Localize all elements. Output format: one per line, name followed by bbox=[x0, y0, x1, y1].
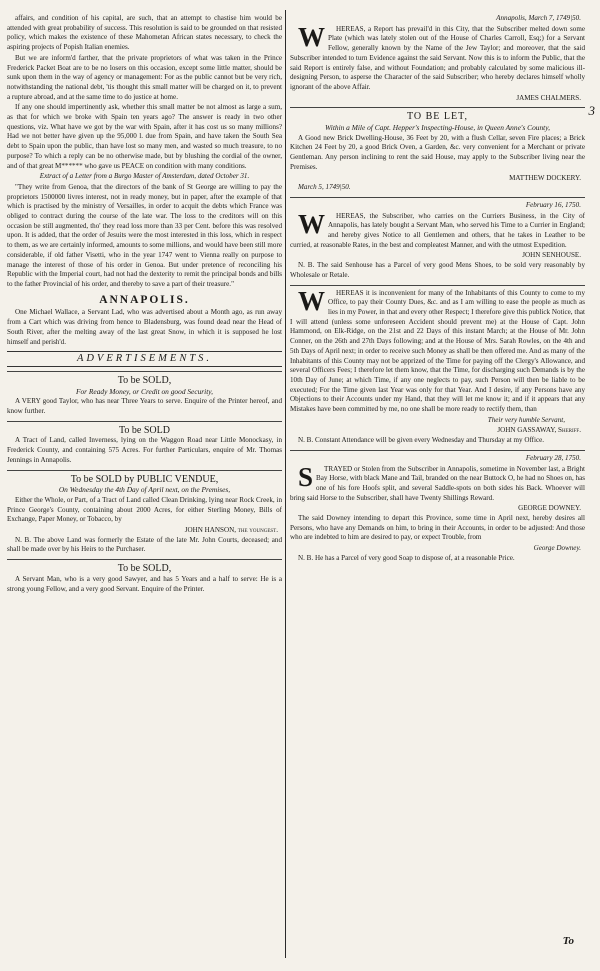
ad-title: TO BE LET, bbox=[406, 111, 468, 123]
ad-chalmers bbox=[290, 14, 585, 103]
ad-downey bbox=[290, 450, 585, 564]
ad-signature: MATTHEW DOCKERY. bbox=[509, 173, 581, 182]
ad-text: A Servant Man, who is a very good Sawyer, and has 5 Years and a half to serve: He is a strong young Fellow, and a very good Servant. Enquire of the Printer. bbox=[7, 574, 282, 593]
catchword: To bbox=[562, 935, 574, 947]
news-paragraph: But we are inform'd farther, that the private proprietors of what was taken in the Prince Frederick Packet Boat are to be no losers on this occasion, except some little matter, should be sunk upon them in the way of agency or management: For as the public cannot but be very rich, notwithstanding the national debt, 'tis thought this small matter will be charged on it, to prevent a rupture abroad, and at the same time to do justice at home. bbox=[7, 53, 282, 101]
ad-title: To be SOLD bbox=[119, 424, 170, 436]
ad-title: To be SOLD, bbox=[117, 563, 172, 575]
ad-text: STRAYED or Stolen from the Subscriber in Annapolis, sometime in November last, a Bright Bay Horse, with black Mane and Tail, branded on the near Buttock O, he had no Shoes on, has one of his fore Hoofs split, and several Saddle-spots on both sides his Back. Whoever will bring said Horse to the Subscriber, shall have Twenty Shillings Reward. bbox=[290, 461, 585, 502]
ad-signature: JOHN HANSON, the youngest. bbox=[184, 526, 278, 535]
ad-note: N. B. The above Land was formerly the Estate of the late Mr. John Courts, deceased; and shall be made over by his Heirs to the Purchaser. bbox=[7, 535, 282, 554]
ad-text: WHEREAS, a Report has prevail'd in this City, that the Subscriber melted down some Plate (which was lately stolen out of the House of Charles Carroll, Esq;) for a Servant Fellow, generally known by the Name of the Jew Taylor; and moreover, that the said Subscriber intended to turn Evidence against the said Servant. Now this is to inform the Public, that the said Report is entirely false, and without Foundation; and probably calculated by some malicious ill-designing Person, to asperse the Character of the said Subscriber; who hereby declares himself wholly ignorant of the above Affair. bbox=[290, 21, 585, 91]
ad-text: WHEREAS it is inconvenient for many of the Inhabitants of this County to come to my Office, to pay their County Dues, &c. and as I am willing to ease the people as much as lies in my Power, in that and every other Respect; I therefore give this publick Notice, that I will attend (unless some unforeseen Accident should prevent me) at the House of Capt. John Hammond, on Elk-Ridge, on the 21st and 22 Days of this instant March; at the House of Mr. John Conner, on the 26th and 27th Days following; and at the House of Mrs. Sarah Rowles, on the 4th and 5th Days of April next; in order to receive such Money as shall be then offered me. And as many of the Inhabitants of this County may not be apprized of the Time for paying off the Clergy's Allowance, and several Officers Fees; I therefore let them know, that the Time, for discharging such Demands is by the 10th Day of June; at which Time, if any one neglects to pay, such Person will then be liable to be executed; For the Time given last Year was only for that Year. And I desire, if any Persons have any Objections to their Accounts under my Hand, that they will let me know it; and if it appears that any Mistakes have been committed by me, no one shall be more ready to rectify them, than bbox=[290, 285, 585, 414]
annapolis-paragraph: One Michael Wallace, a Servant Lad, who was advertised about a Month ago, as run away from a Cart which was driving from hence to Bladensburg, was found dead near the Head of South River, after the melting away of the last great Snow, in which it is supposed he lost himself and perish'd. bbox=[7, 308, 282, 346]
ad-gassaway bbox=[290, 285, 585, 446]
ad-taylor bbox=[7, 371, 282, 417]
ad-to-be-let bbox=[290, 107, 585, 193]
ad-text: A Good new Brick Dwelling-House, 36 Feet by 20, with a flush Cellar, seven Fire places; a Brick Kitchen 24 Feet by 20, a good Brick Oven, a Garden, &c. very convenient for a Merchant or private Gentleman. Any person inclining to rent the said House, may apply to the Subscriber living near the Premises. bbox=[290, 133, 585, 171]
news-paragraph: "They write from Genoa, that the directors of the bank of St George are willing to pay the proprietors 1500000 livres interest, not in ready money, but in paper, after the example of that which is practised by the ministry of Versailles, in order to acquit the debts which France was obliged to contract during the course of the late war. The loss to the creditors will on this occasion be still augmented, tho' they read loss more than 33 per Cent. before this was resolved upon. It is added, that the order of Jesuits were the most interested in this loss, which in respect to them, as we are certainly informed, amounts to some millions, and would have been still more considerable, if old father Visetti, who in the year 1747 went to Vienna really on purpose to manage the interest of those of his order in Genoa. But under pretence of reconciling his Republic with the Imperial court, had not had the dexterity to remit the principal bonds and bills to the father Provincial of his order, and thereby to save a part of their treasure." bbox=[7, 182, 282, 288]
ad-subtitle: For Ready Money, or Credit on good Security, bbox=[75, 386, 214, 396]
ad-signature-2: George Downey. bbox=[533, 544, 581, 553]
ad-date: Annapolis, March 7, 1749|50. bbox=[496, 14, 581, 22]
ad-note: N. B. He has a Parcel of very good Soap to dispose of, at a reasonable Price. bbox=[298, 553, 515, 562]
ad-signature: JOHN SENHOUSE. bbox=[522, 251, 581, 260]
side-mark: 3 bbox=[588, 103, 595, 118]
ad-signature: JOHN GASSAWAY, Sheriff. bbox=[497, 426, 581, 435]
right-column bbox=[290, 14, 585, 565]
ad-title: To be SOLD by PUBLIC VENDUE, bbox=[70, 473, 219, 485]
ad-text: A VERY good Taylor, who has near Three Years to serve. Enquire of the Printer hereof, and know further. bbox=[7, 397, 282, 416]
ad-note: N. B. The said Senhouse has a Parcel of very good Mens Shoes, to be sold very reasonably by Wholesale or Retale. bbox=[290, 261, 585, 279]
left-column bbox=[7, 14, 282, 595]
ad-note: N. B. Constant Attendance will be given every Wednesday and Thursday at my Office. bbox=[298, 436, 545, 445]
ad-title: To be SOLD, bbox=[117, 374, 172, 386]
annapolis-heading: ANNAPOLIS. bbox=[99, 293, 190, 306]
column-rule bbox=[285, 10, 286, 958]
news-paragraph-extract: Extract of a Letter from a Burgo Master of Amsterdam, dated October 31. bbox=[39, 172, 250, 181]
ad-servant-sawyer bbox=[7, 559, 282, 594]
ad-public-vendue bbox=[7, 470, 282, 556]
news-paragraph: affairs, and condition of his capital, are such, that an attempt to chastise him would be attended with great probability of success. This resolution is said to be grounded on that resisted policy, which makes the existence of these Mahometan African states necessary, to check the aspiring projects of Popish Italian enemies. bbox=[7, 14, 282, 52]
ad-signature: JAMES CHALMERS. bbox=[516, 93, 581, 102]
news-paragraph: If any one should impertinently ask, whether this small matter be not almost as large a sum, as that for which we broke with Spain ten years ago? The answer is ready in two other questions, viz. What have we got by the war with Spain, after it has cost us so many millions? Had we not better have given up the 95,000 l. due from Spain, and have taken the South Sea debt to Spain upon the public, than have lost so many men, and wasted so much treasure, to no purpose? To which a reply can be no otherwise made, but by blushing the cordial of the owner, and of that great M****** who gave us PEACE on condition with many conditions. bbox=[7, 103, 282, 170]
ad-closing: Their very humble Servant, bbox=[487, 415, 565, 424]
ad-subtitle: On Wednesday the 4th Day of April next, on the Premises, bbox=[58, 485, 231, 495]
advertisements-heading: ADVERTISEMENTS. bbox=[7, 351, 282, 367]
ad-text: WHEREAS, the Subscriber, who carries on the Curriers Business, in the City of Annapolis, has lately bought a Servant Man, who served his Time to a Currier in England; and hereby gives Notice to all Gentlemen and others, that he takes in Leather to be curried, at reasonable Rates, in the best and compleatest Manner, and with the utmost Expedition. bbox=[290, 208, 585, 249]
ad-dateline: March 5, 1749|50. bbox=[298, 183, 351, 192]
ad-subtitle: Within a Mile of Capt. Hepper's Inspecting-House, in Queen Anne's County, bbox=[325, 123, 550, 133]
ad-senhouse bbox=[290, 197, 585, 281]
ad-date: February 28, 1750. bbox=[525, 453, 581, 462]
ad-date: February 16, 1750. bbox=[525, 200, 581, 209]
ad-text: Either the Whole, or Part, of a Tract of Land called Clean Drinking, lying near Rock Creek, in Prince George's County, containing about 2000 Acres, for either Sterling Money, Bills of Exchange, Paper Money, or Tobacco, by bbox=[7, 495, 282, 524]
ad-signature: GEORGE DOWNEY. bbox=[518, 504, 581, 513]
ad-land-inverness bbox=[7, 421, 282, 466]
ad-text-2: The said Downey intending to depart this Province, some time in April next, hereby desires all Persons, who have any Demands on him, to bring in their Accounts, in order to be adjusted: And those who are indebted to him are desired to pay, or expect Trouble, from bbox=[290, 514, 585, 542]
ad-text: A Tract of Land, called Inverness, lying on the Waggon Road near Little Monockasy, in Frederick County, and containing 575 Acres. For further Particulars, enquire of Mr. Thomas Jennings in Annapolis. bbox=[7, 436, 282, 464]
